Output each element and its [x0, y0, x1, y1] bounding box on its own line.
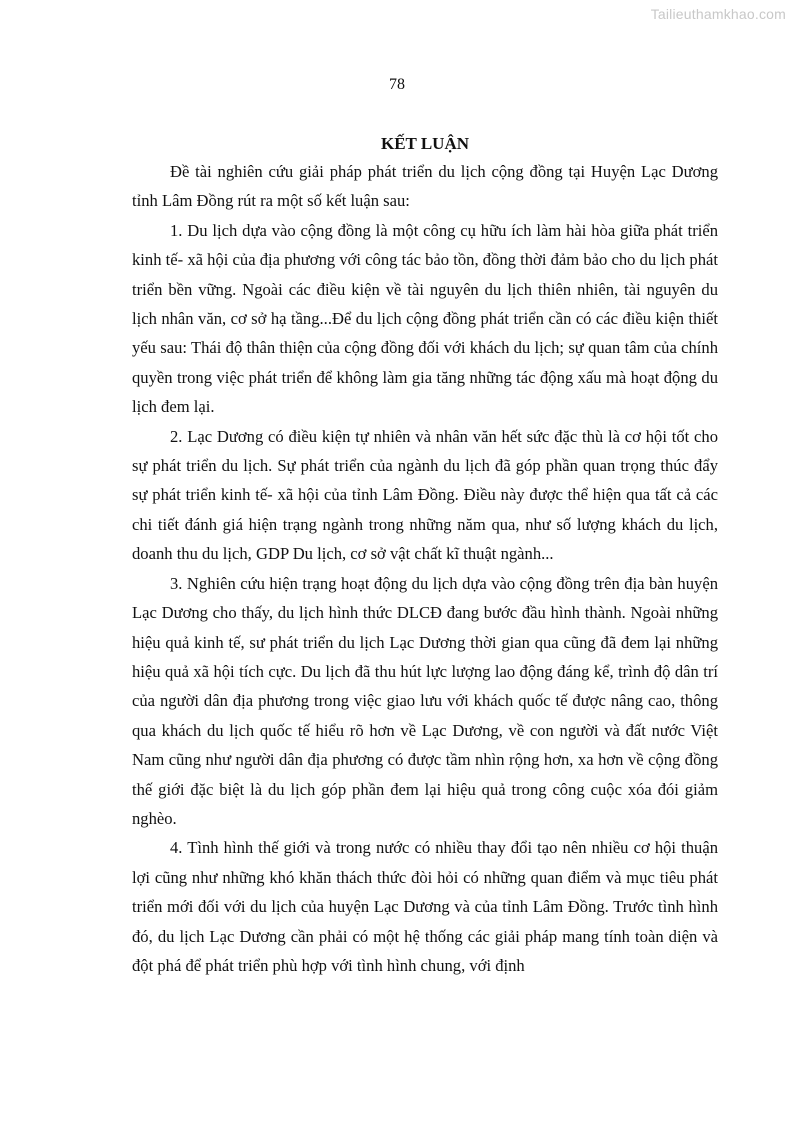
section-heading: KẾT LUẬN	[380, 134, 469, 153]
conclusion-paragraph-1: 1. Du lịch dựa vào cộng đồng là một công cụ hữu ích làm hài hòa giữa phát triển kinh tế- xã hội của địa phương với công tác bảo tồn, đồng thời đảm bảo cho du lịch phát triển bền vững. Ngoài các điều kiện về tài nguyên du lịch thiên nhiên, tài nguyên du lịch nhân văn, cơ sở hạ tầng...Để du lịch cộng đồng phát triển cần có các điều kiện thiết yếu sau: Thái độ thân thiện của cộng đồng đối với khách du lịch; sự quan tâm của chính quyền trong việc phát triển để không làm gia tăng những tác động xấu mà hoạt động du lịch đem lại.	[132, 220, 718, 417]
conclusion-paragraph-4: 4. Tình hình thế giới và trong nước có nhiều thay đổi tạo nên nhiều cơ hội thuận lợi cũng như những khó khăn thách thức đòi hỏi có những quan điểm và mục tiêu phát triển mới đối với du lịch của huyện Lạc Dương và của tỉnh Lâm Đồng. Trước tình hình đó, du lịch Lạc Dương cần phải có một hệ thống các giải pháp mang tính toàn diện và đột phá để phát triển phù hợp với tình hình chung, với định	[132, 838, 718, 975]
conclusion-paragraph-3: 3. Nghiên cứu hiện trạng hoạt động du lịch dựa vào cộng đồng trên địa bàn huyện Lạc Dương cho thấy, du lịch hình thức DLCĐ đang bước đầu hình thành. Ngoài những hiệu quả kinh tế, sư phát triển du lịch Lạc Dương thời gian qua cũng đã đem lại những hiệu quả xã hội tích cực. Du lịch đã thu hút lực lượng lao động đáng kể, trình độ dân trí của người dân địa phương trong việc giao lưu với khách quốc tế được nâng cao, thông qua khách du lịch quốc tế hiểu rõ hơn về Lạc Dương, về con người và đất nước Việt Nam cũng như người dân địa phương có được tầm nhìn rộng hơn, xa hơn về cộng đồng thế giới đặc biệt là du lịch góp phần đem lại hiệu quả trong công cuộc xóa đói giảm nghèo.	[132, 573, 718, 828]
intro-paragraph: Đề tài nghiên cứu giải pháp phát triển du lịch cộng đồng tại Huyện Lạc Dương tỉnh Lâm Đồng rút ra một số kết luận sau:	[132, 162, 718, 211]
page-number: 78	[389, 76, 405, 93]
document-body	[132, 130, 718, 980]
watermark: Tailieuthamkhao.com	[650, 6, 786, 22]
conclusion-paragraph-2: 2. Lạc Dương có điều kiện tự nhiên và nhân văn hết sức đặc thù là cơ hội tốt cho sự phát triển du lịch. Sự phát triển của ngành du lịch đã góp phần quan trọng thúc đẩy sự phát triển kinh tế- xã hội của tỉnh Lâm Đồng. Điều này được thể hiện qua tất cả các chi tiết đánh giá hiện trạng ngành trong những năm qua, như số lượng khách du lịch, doanh thu du lịch, GDP Du lịch, cơ sở vật chất kĩ thuật ngành...	[132, 426, 718, 564]
